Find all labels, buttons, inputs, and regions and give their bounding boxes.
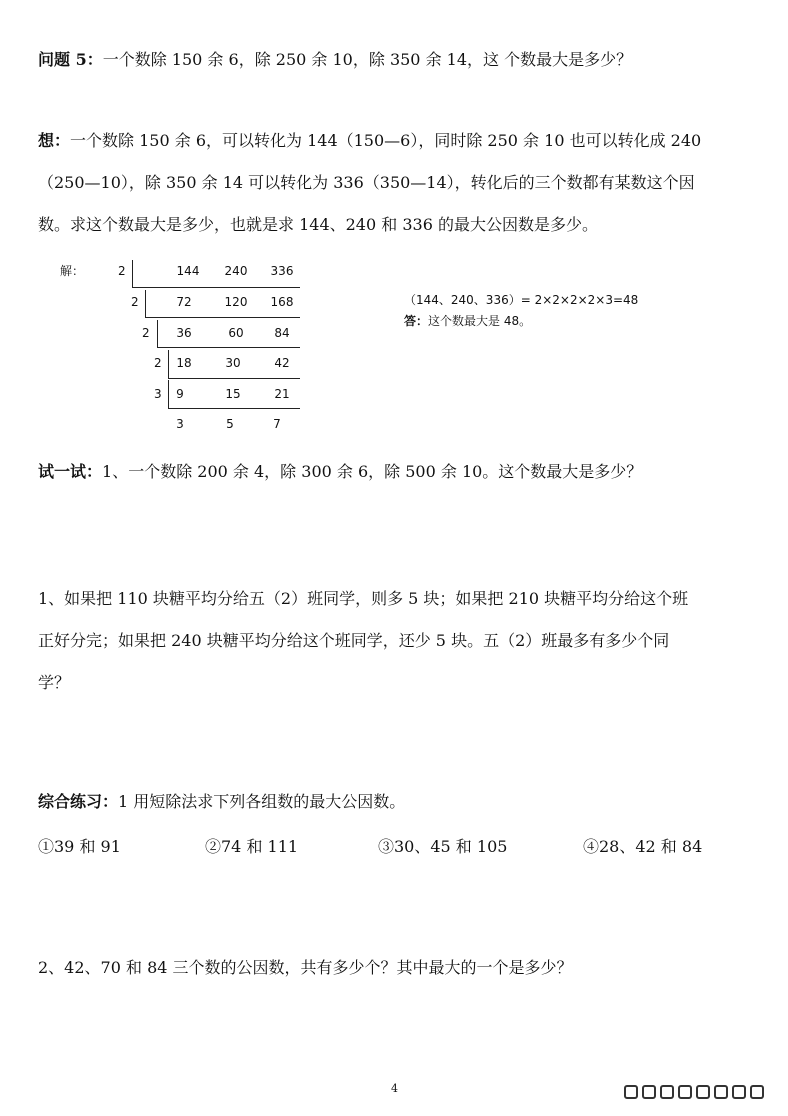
division-cell: 5: [226, 417, 234, 431]
division-hline: [168, 408, 300, 409]
division-vline: [157, 320, 158, 348]
division-cell: 30: [225, 356, 241, 370]
division-vline: [145, 290, 146, 318]
division-hline: [157, 347, 300, 348]
think-line-2: （250—10），除 350 余 14 可以转化为 336（350—14），转化后的三个数都有某数这个因: [38, 173, 695, 192]
page-toolbar: [624, 1082, 774, 1100]
toolbar-square-icon[interactable]: [624, 1085, 638, 1099]
division-cell: 21: [274, 387, 290, 401]
division-cell: 120: [224, 295, 248, 309]
division-cell: 9: [176, 387, 184, 401]
think-label: 想：: [38, 131, 71, 150]
answer-text: 这个数最大是 48。: [428, 314, 532, 328]
think-line-1: 想：一个数除 150 余 6，可以转化为 144（150—6），同时除 250 余 10 也可以转化成 240: [38, 131, 702, 150]
toolbar-square-icon[interactable]: [714, 1085, 728, 1099]
division-cell: 336: [270, 264, 294, 278]
division-cell: 18: [176, 356, 192, 370]
page-number: 4: [391, 1082, 398, 1095]
practice-label: 综合练习：: [38, 792, 119, 811]
practice-item-1: ①39 和 91: [38, 837, 121, 856]
gcd-formula: （144、240、336）= 2×2×2×2×3=48: [404, 293, 639, 307]
toolbar-square-icon[interactable]: [660, 1085, 674, 1099]
practice-item-4: ④28、42 和 84: [583, 837, 703, 856]
practice-item-2: ②74 和 111: [205, 837, 299, 856]
problem-1-line-1: 1、如果把 110 块糖平均分给五（2）班同学，则多 5 块；如果把 210 块糖平均分给这个班: [38, 589, 689, 608]
practice-item-3: ③30、45 和 105: [378, 837, 508, 856]
divisor-1: 2: [118, 264, 126, 278]
problem-1-line-3: 学？: [38, 673, 71, 692]
divisor-2: 2: [131, 295, 139, 309]
toolbar-square-icon[interactable]: [732, 1085, 746, 1099]
solution-label: 解：: [60, 264, 85, 278]
problem-1-line-2: 正好分完；如果把 240 块糖平均分给这个班同学，还少 5 块。五（2）班最多有多少个同: [38, 631, 670, 650]
toolbar-square-icon[interactable]: [696, 1085, 710, 1099]
problem-1: [38, 578, 754, 704]
question-5-text: 一个数除 150 余 6，除 250 余 10，除 350 余 14，这 个数最大是多少？: [102, 50, 633, 69]
divisor-3: 2: [142, 326, 150, 340]
answer-line: [404, 313, 531, 329]
division-cell: 72: [176, 295, 192, 309]
try-text: 1、一个数除 200 余 4，除 300 余 6，除 500 余 10。这个数最大是多少？: [102, 462, 643, 481]
practice-heading: [38, 792, 405, 812]
toolbar-square-icon[interactable]: [678, 1085, 692, 1099]
question-5-label: 问题 5：: [38, 50, 103, 69]
division-cell: 84: [274, 326, 290, 340]
division-hline: [168, 378, 300, 379]
try-it: [38, 462, 642, 482]
division-cell: 7: [273, 417, 281, 431]
think-paragraph: [38, 120, 754, 246]
division-hline: [132, 287, 300, 288]
think-line-3: 数。求这个数最大是多少，也就是求 144、240 和 336 的最大公因数是多少。: [38, 215, 598, 234]
division-cell: 42: [274, 356, 290, 370]
question-5: [38, 50, 632, 70]
division-cell: 168: [270, 295, 294, 309]
division-cell: 144: [176, 264, 200, 278]
toolbar-square-icon[interactable]: [642, 1085, 656, 1099]
answer-label: 答：: [404, 314, 429, 328]
division-cell: 240: [224, 264, 248, 278]
division-cell: 36: [176, 326, 192, 340]
try-label: 试一试：: [38, 462, 103, 481]
practice-text: 1 用短除法求下列各组数的最大公因数。: [118, 792, 406, 811]
toolbar-square-icon[interactable]: [750, 1085, 764, 1099]
divisor-4: 2: [154, 356, 162, 370]
division-cell: 3: [176, 417, 184, 431]
division-hline: [145, 317, 300, 318]
division-cell: 15: [225, 387, 241, 401]
division-cell: 60: [228, 326, 244, 340]
division-vline: [132, 260, 133, 288]
problem-2: 2、42、70 和 84 三个数的公因数，共有多少个？其中最大的一个是多少？: [38, 958, 573, 977]
divisor-5: 3: [154, 387, 162, 401]
